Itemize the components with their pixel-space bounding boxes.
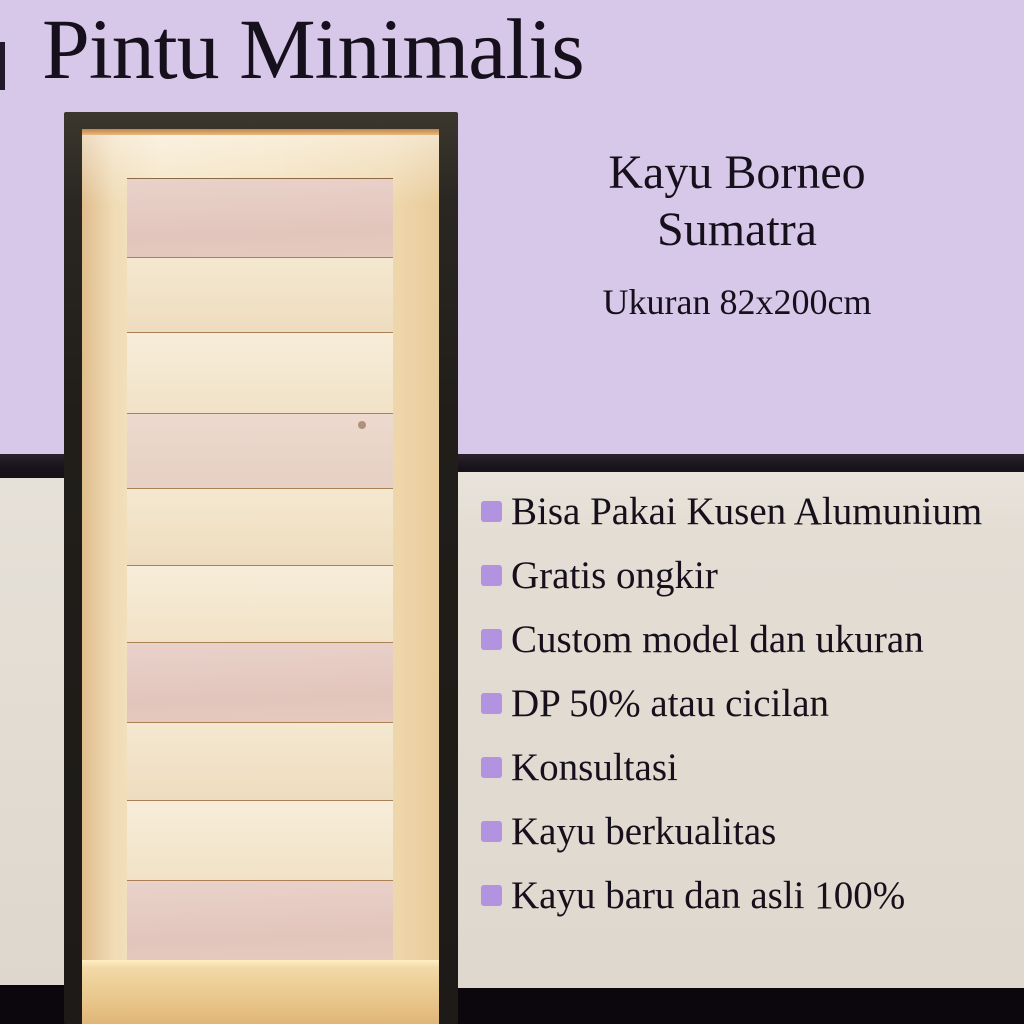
door-panel bbox=[127, 178, 393, 960]
door-slab bbox=[82, 129, 439, 1024]
door-plank bbox=[127, 881, 393, 961]
door-photo bbox=[64, 112, 458, 1024]
feature-label: Kayu baru dan asli 100% bbox=[511, 873, 906, 917]
feature-item bbox=[481, 489, 982, 533]
door-frame bbox=[64, 112, 458, 1024]
product-heading bbox=[527, 144, 947, 323]
feature-item bbox=[481, 873, 982, 917]
door-plank bbox=[127, 258, 393, 333]
feature-label: Konsultasi bbox=[511, 745, 678, 789]
door-plank bbox=[127, 643, 393, 723]
door-bottom-rail bbox=[82, 960, 439, 1024]
door-plank bbox=[127, 566, 393, 643]
feature-label: Gratis ongkir bbox=[511, 553, 718, 597]
door-plank bbox=[127, 414, 393, 489]
door-top-edge bbox=[82, 129, 439, 135]
product-size: Ukuran 82x200cm bbox=[602, 282, 872, 322]
feature-item bbox=[481, 617, 982, 661]
feature-label: DP 50% atau cicilan bbox=[511, 681, 830, 725]
bullet-square-icon bbox=[481, 693, 502, 714]
background-wall-left bbox=[0, 478, 64, 985]
feature-list bbox=[481, 489, 982, 937]
feature-item bbox=[481, 553, 982, 597]
door-plank bbox=[127, 333, 393, 414]
feature-label: Kayu berkualitas bbox=[511, 809, 777, 853]
bullet-square-icon bbox=[481, 565, 502, 586]
feature-label: Custom model dan ukuran bbox=[511, 617, 924, 661]
product-name-line2: Sumatra bbox=[657, 203, 817, 256]
page-title: Pintu Minimalis bbox=[42, 1, 584, 97]
bullet-square-icon bbox=[481, 757, 502, 778]
feature-label: Bisa Pakai Kusen Alumunium bbox=[511, 489, 983, 533]
door-plank bbox=[127, 723, 393, 801]
bullet-square-icon bbox=[481, 885, 502, 906]
feature-item bbox=[481, 681, 982, 725]
door-plank bbox=[127, 489, 393, 566]
product-name-line1: Kayu Borneo bbox=[608, 146, 866, 199]
photo-edge-artifact bbox=[0, 42, 5, 90]
feature-item bbox=[481, 745, 982, 789]
bullet-square-icon bbox=[481, 501, 502, 522]
door-plank bbox=[127, 801, 393, 881]
bullet-square-icon bbox=[481, 821, 502, 842]
feature-item bbox=[481, 809, 982, 853]
bullet-square-icon bbox=[481, 629, 502, 650]
door-knot-mark bbox=[358, 421, 366, 429]
door-plank bbox=[127, 179, 393, 258]
